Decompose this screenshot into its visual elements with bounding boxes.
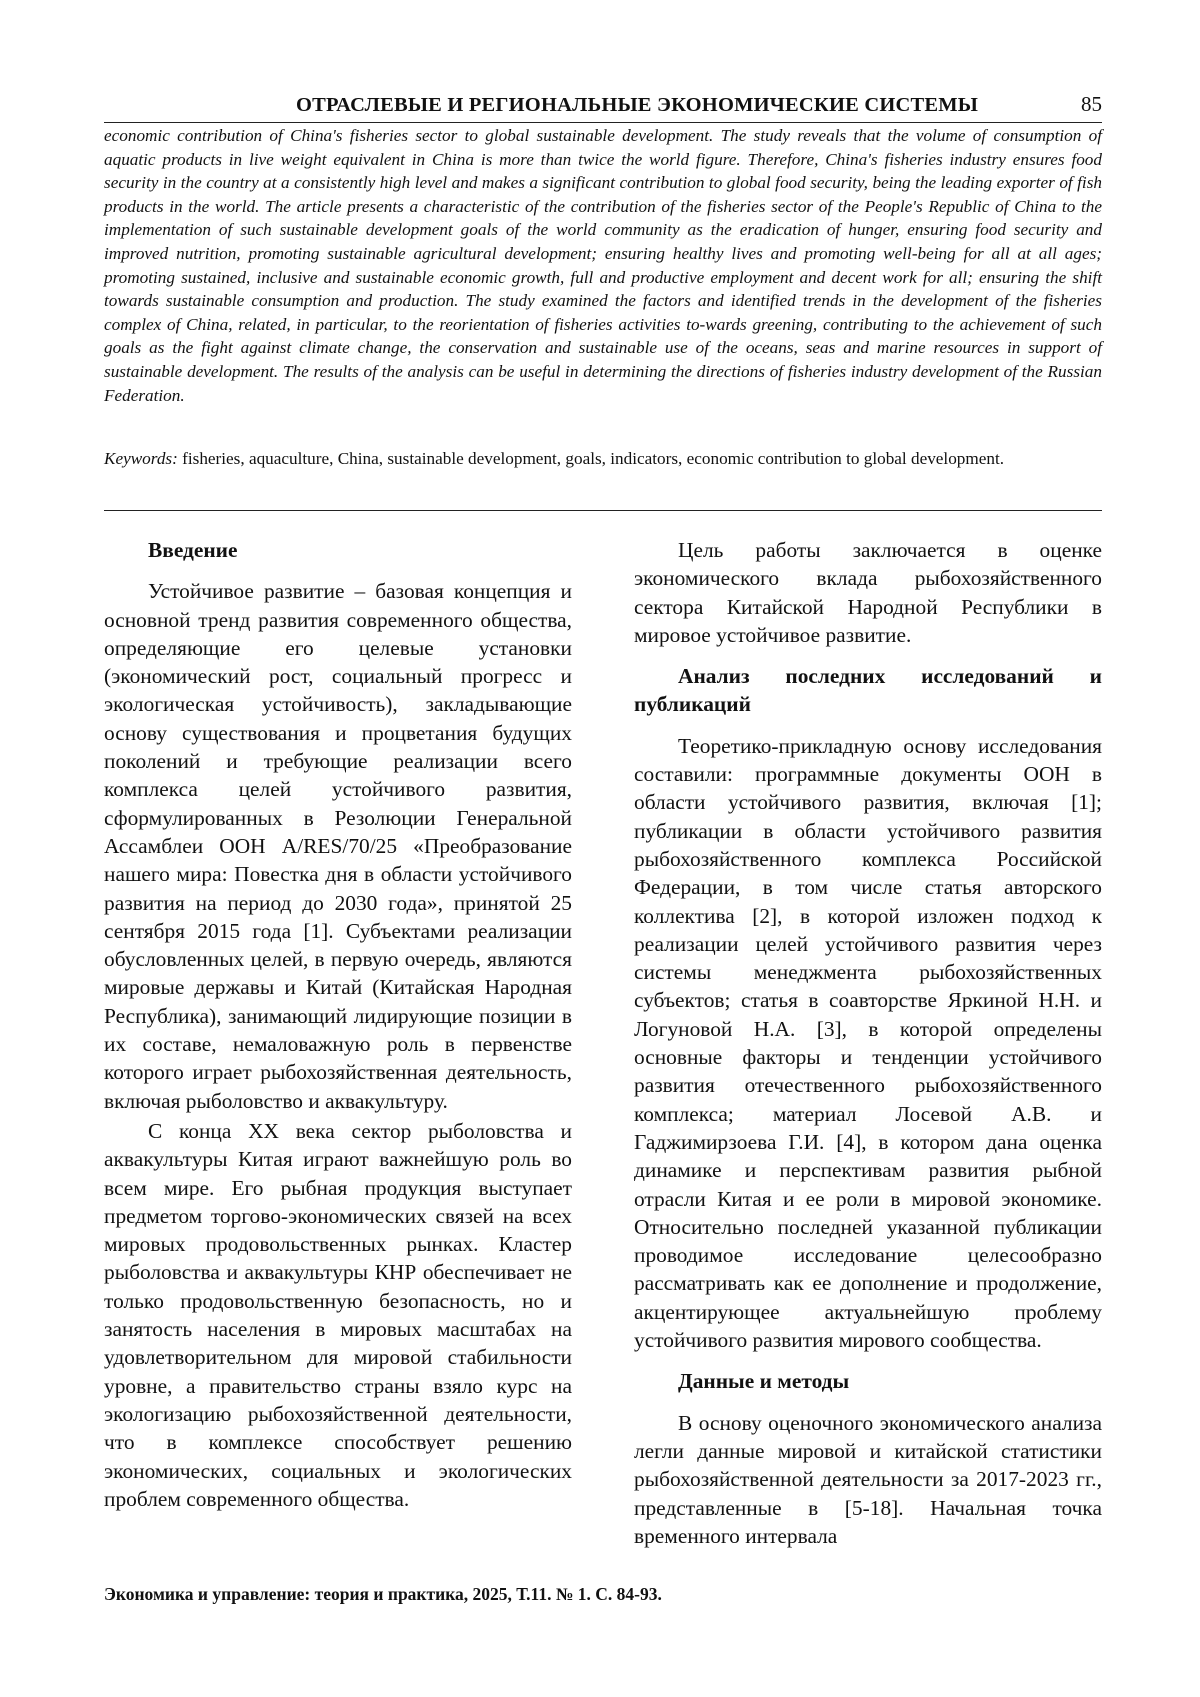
paragraph-introduction: Устойчивое развитие – базовая концепция и основной тренд развития современного общества, определяющие его целевые установки (экономический рост, социальный прогресс и экологическая устойчивость), закладывающие основу существования и процветания будущих поколений и требующие реализации всего комплекса целей устойчивого развития, сформулированных в Резолюции Генеральной Ассамблеи ООН A/RES/70/25 «Преобразование нашего мира: Повестка дня в области устойчивого развития на период до 2030 года», принятой 25 сентября 2015 года [1]. Субъектами реализации обусловленных целей, в первую очередь, являются мировые державы и Китай (Китайская Народная Республика), занимающий лидирующие позиции в их составе, немаловажную роль в первенстве которого играет рыбохозяйственная деятельность, включая рыболовство и аквакультуру. [104, 579, 572, 1113]
heading-analysis: Анализ последних исследований и публикаций [634, 664, 1102, 717]
keywords [104, 447, 1102, 471]
keywords-label: Keywords: [104, 449, 178, 468]
abstract [104, 124, 1102, 407]
running-header [104, 94, 1102, 123]
paragraph-china-sector: С конца XX века сектор рыболовства и аквакультуры Китая играют важнейшую роль во всем мире. Его рыбная продукция выступает предметом торгово-экономических связей на всех мировых продовольственных рынках. Кластер рыболовства и аквакультуры КНР обеспечивает не только продовольственную безопасность, но и занятость населения в мировых масштабах на удовлетворительном для мировой стабильности уровне, а правительство страны взяло курс на экологизацию рыбохозяйственной деятельности, что в комплексе способствует решению экономических, социальных и экологических проблем современного общества. [104, 1118, 572, 1511]
journal-citation: Экономика и управление: теория и практика, 2025, Т.11. № 1. С. 84-93. [104, 1584, 662, 1604]
paragraph-methods: В основу оценочного экономического анализа легли данные мировой и китайской статистики рыбохозяйственной деятельности за 2017-2023 гг., представленные в [5-18]. Начальная точка временного интервала [634, 1410, 1102, 1548]
heading-methods: Данные и методы [678, 1369, 850, 1394]
section-title: ОТРАСЛЕВЫЕ И РЕГИОНАЛЬНЫЕ ЭКОНОМИЧЕСКИЕ СИСТЕМЫ [296, 94, 979, 116]
left-column [104, 536, 572, 1513]
heading-introduction: Введение [148, 538, 238, 562]
abstract-text: economic contribution of China's fisheries sector to global sustainable development. The study reveals that the volume of consumption of aquatic products in live weight equivalent in China is more than twice the world figure. Therefore, China's fisheries industry ensures food security in the country at a consistently high level and makes a significant contribution to global food security, being the leading exporter of fish products in the world. The article presents a characteristic of the contribution of the fisheries sector of the People's Republic of China to the implementation of such sustainable development goals of the world community as the eradication of hunger, ensuring food security and improved nutrition, promoting sustainable agricultural development; ensuring healthy lives and promoting well-being for all at all ages; promoting sustained, inclusive and sustainable economic growth, full and productive employment and decent work for all; ensuring the shift towards sustainable consumption and production. The study examined the factors and identified trends in the development of the fisheries complex of China, related, in particular, to the reorientation of fisheries activities to-wards greening, contributing to the achievement of such goals as the fight against climate change, the conservation and sustainable use of the oceans, seas and marine resources in support of sustainable development. The results of the analysis can be useful in determining the directions of fisheries industry development of the Russian Federation. [104, 126, 1102, 405]
page-number: 85 [1081, 92, 1102, 116]
right-column [634, 536, 1102, 1550]
keywords-text: fisheries, aquaculture, China, sustainable development, goals, indicators, economic contribution to global development. [177, 449, 1005, 468]
paragraph-analysis: Теоретико-прикладную основу исследования составили: программные документы ООН в области устойчивого развития, включая [1]; публикации в области устойчивого развития рыбохозяйственного комплекса Российской Федерации, в том числе статья авторского коллектива [2], в которой изложен подход к реализации целей устойчивого развития через системы менеджмента рыбохозяйственных субъектов; статья в соавторстве Яркиной Н.Н. и Логуновой Н.А. [3], в которой определены основные факторы и тенденции устойчивого развития отечественного рыбохозяйственного комплекса; материал Лосевой А.В. и Гаджимирзоева Г.И. [4], в котором дана оценка динамике и перспективам развития рыбной отрасли Китая и ее роли в мировой экономике. Относительно последней указанной публикации проводимое исследование целесообразно рассматривать как ее дополнение и продолжение, акцентирующее актуальнейшую проблему устойчивого развития мирового сообщества. [634, 733, 1102, 1353]
keywords-paragraph [104, 447, 1102, 471]
paragraph-goal: Цель работы заключается в оценке экономического вклада рыбохозяйственного сектора Китайской Народной Республики в мировое устойчивое развитие. [634, 538, 1102, 647]
section-divider [104, 510, 1102, 511]
